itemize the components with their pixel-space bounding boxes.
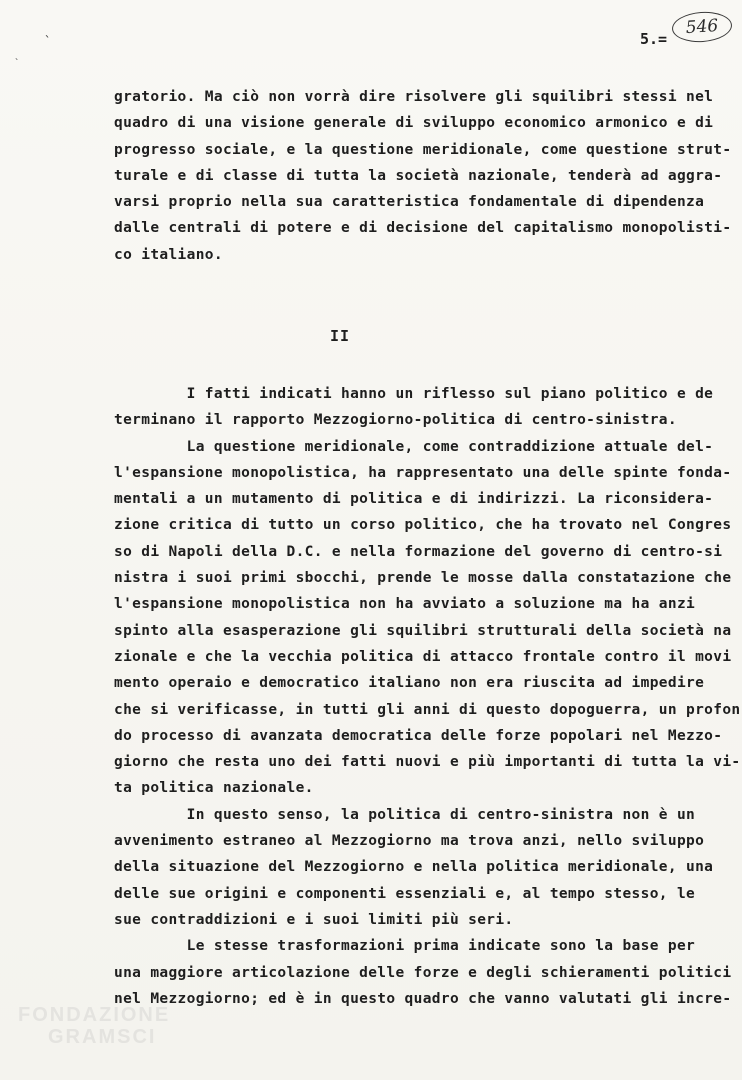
margin-mark-2: `	[14, 58, 21, 69]
text-line: terminano il rapporto Mezzogiorno-politica di centro-sinistra.	[114, 412, 677, 429]
text-line: che si verificasse, in tutti gli anni di questo dopoguerra, un profon	[114, 701, 741, 718]
text-line: zionale e che la vecchia politica di attacco frontale contro il movi	[114, 648, 732, 665]
text-line: una maggiore articolazione delle forze e degli schieramenti politici	[114, 964, 732, 981]
text-line: della situazione del Mezzogiorno e nella politica meridionale, una	[114, 859, 714, 876]
text-line: spinto alla esasperazione gli squilibri strutturali della società na	[114, 622, 732, 639]
watermark-line-2: GRAMSCI	[48, 1026, 157, 1048]
text-line: turale e di classe di tutta la società nazionale, tenderà ad aggra-	[114, 167, 723, 184]
text-line: co italiano.	[114, 246, 223, 263]
text-line: ta politica nazionale.	[114, 780, 314, 797]
text-line: dalle centrali di potere e di decisione del capitalismo monopolisti-	[114, 220, 732, 237]
text-line: In questo senso, la politica di centro-sinistra non è un	[114, 806, 696, 823]
text-line: giorno che resta uno dei fatti nuovi e più importanti di tutta la vi-	[114, 754, 741, 771]
paragraphs-main	[114, 381, 741, 1012]
paragraph-top	[114, 84, 732, 268]
text-line: quadro di una visione generale di sviluppo economico armonico e di	[114, 115, 714, 132]
margin-mark: `	[44, 34, 52, 48]
text-line: Le stesse trasformazioni prima indicate sono la base per	[114, 938, 696, 955]
page-number: 5.=	[640, 30, 668, 48]
text-line: nistra i suoi primi sbocchi, prende le mosse dalla constatazione che	[114, 570, 732, 587]
text-line: do processo di avanzata democratica delle forze popolari nel Mezzo-	[114, 727, 723, 744]
text-line: mentali a un mutamento di politica e di indirizzi. La riconsidera-	[114, 491, 714, 508]
text-line: mento operaio e democratico italiano non era riuscita ad impedire	[114, 675, 705, 692]
text-line: gratorio. Ma ciò non vorrà dire risolvere gli squilibri stessi nel	[114, 89, 714, 105]
text-line: avvenimento estraneo al Mezzogiorno ma trova anzi, nello sviluppo	[114, 833, 705, 850]
archive-number-stamp: 546	[671, 10, 733, 44]
text-line: zione critica di tutto un corso politico, che ha trovato nel Congres	[114, 517, 732, 534]
text-line: l'espansione monopolistica, ha rappresentato una delle spinte fonda-	[114, 464, 732, 481]
section-heading: II	[330, 327, 351, 345]
text-line: delle sue origini e componenti essenziali e, al tempo stesso, le	[114, 885, 696, 902]
watermark-line-1: FONDAZIONE	[18, 1004, 171, 1026]
text-line: l'espansione monopolistica non ha avviato a soluzione ma ha anzi	[114, 596, 696, 613]
archive-watermark	[18, 1004, 170, 1048]
text-line: progresso sociale, e la questione meridionale, come questione strut-	[114, 141, 732, 158]
text-line: I fatti indicati hanno un riflesso sul piano politico e de	[114, 386, 714, 402]
text-line: La questione meridionale, come contraddizione attuale del-	[114, 438, 714, 455]
text-line: varsi proprio nella sua caratteristica fondamentale di dipendenza	[114, 194, 705, 211]
text-line: sue contraddizioni e i suoi limiti più seri.	[114, 911, 514, 928]
text-line: so di Napoli della D.C. e nella formazione del governo di centro-si	[114, 543, 723, 560]
text-line: nel Mezzogiorno; ed è in questo quadro che vanno valutati gli incre-	[114, 990, 732, 1007]
